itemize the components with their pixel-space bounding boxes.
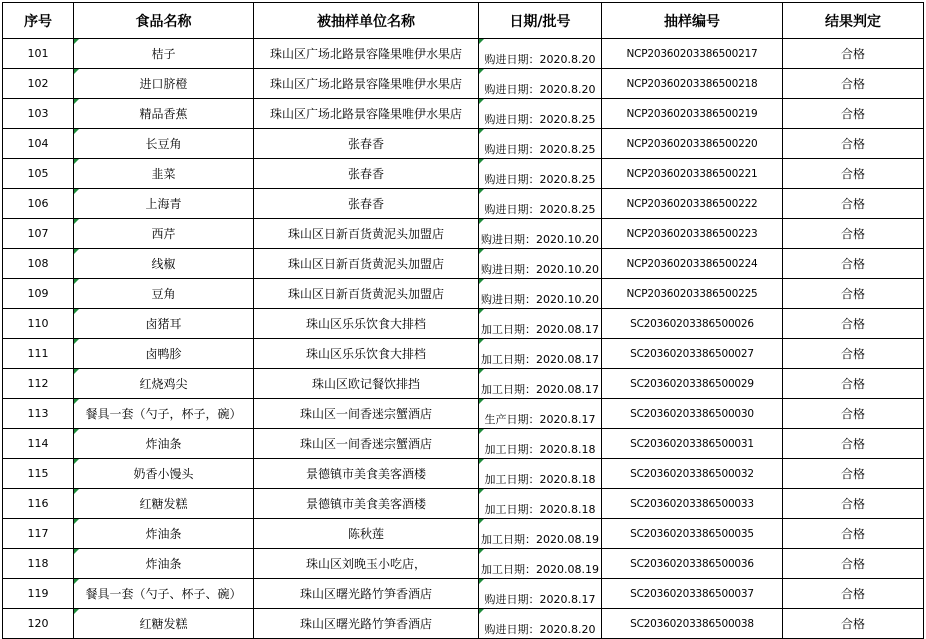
- header-date-batch: 日期/批号: [479, 3, 602, 39]
- cell-food-name: 炸油条: [74, 549, 254, 579]
- cell-sample-code: SC20360203386500031: [602, 429, 783, 459]
- cell-date-batch: 购进日期：2020.8.25: [479, 129, 602, 159]
- cell-serial-number: 112: [3, 369, 74, 399]
- cell-serial-number: 108: [3, 249, 74, 279]
- inspection-results-table: [2, 2, 924, 639]
- cell-date-batch: 购进日期：2020.10.20: [479, 279, 602, 309]
- cell-sampled-unit: 珠山区乐乐饮食大排档: [254, 339, 479, 369]
- cell-serial-number: 106: [3, 189, 74, 219]
- cell-sampled-unit: 张春香: [254, 129, 479, 159]
- cell-result: 合格: [783, 369, 924, 399]
- cell-food-name: 卤鸭胗: [74, 339, 254, 369]
- cell-result: 合格: [783, 609, 924, 639]
- cell-sample-code: SC20360203386500026: [602, 309, 783, 339]
- cell-result: 合格: [783, 69, 924, 99]
- table-row: [3, 549, 924, 579]
- cell-serial-number: 101: [3, 39, 74, 69]
- cell-serial-number: 102: [3, 69, 74, 99]
- cell-date-batch: 加工日期：2020.08.17: [479, 339, 602, 369]
- cell-serial-number: 117: [3, 519, 74, 549]
- cell-result: 合格: [783, 219, 924, 249]
- cell-sample-code: SC20360203386500037: [602, 579, 783, 609]
- cell-sampled-unit: 珠山区广场北路景容隆果唯伊水果店: [254, 39, 479, 69]
- cell-result: 合格: [783, 279, 924, 309]
- cell-sampled-unit: 珠山区广场北路景容隆果唯伊水果店: [254, 69, 479, 99]
- cell-result: 合格: [783, 249, 924, 279]
- table-row: [3, 459, 924, 489]
- cell-serial-number: 107: [3, 219, 74, 249]
- cell-sample-code: NCP20360203386500220: [602, 129, 783, 159]
- header-result: 结果判定: [783, 3, 924, 39]
- cell-result: 合格: [783, 339, 924, 369]
- cell-date-batch: 加工日期：2020.8.18: [479, 429, 602, 459]
- cell-sampled-unit: 张春香: [254, 189, 479, 219]
- table-row: [3, 579, 924, 609]
- cell-sample-code: NCP20360203386500218: [602, 69, 783, 99]
- cell-result: 合格: [783, 399, 924, 429]
- cell-food-name: 餐具一套（勺子、杯子、碗）: [74, 579, 254, 609]
- cell-sampled-unit: 珠山区曙光路竹笋香酒店: [254, 609, 479, 639]
- cell-serial-number: 109: [3, 279, 74, 309]
- table-row: [3, 189, 924, 219]
- table-row: [3, 369, 924, 399]
- cell-food-name: 长豆角: [74, 129, 254, 159]
- cell-serial-number: 119: [3, 579, 74, 609]
- header-row: [3, 3, 924, 39]
- cell-food-name: 豆角: [74, 279, 254, 309]
- cell-date-batch: 生产日期：2020.8.17: [479, 399, 602, 429]
- cell-food-name: 线椒: [74, 249, 254, 279]
- cell-serial-number: 114: [3, 429, 74, 459]
- cell-sampled-unit: 陈秋莲: [254, 519, 479, 549]
- cell-date-batch: 购进日期：2020.8.25: [479, 189, 602, 219]
- cell-sampled-unit: 珠山区曙光路竹笋香酒店: [254, 579, 479, 609]
- cell-serial-number: 113: [3, 399, 74, 429]
- cell-sample-code: SC20360203386500029: [602, 369, 783, 399]
- table-row: [3, 399, 924, 429]
- cell-serial-number: 111: [3, 339, 74, 369]
- table-row: [3, 309, 924, 339]
- cell-date-batch: 购进日期：2020.8.20: [479, 609, 602, 639]
- cell-food-name: 韭菜: [74, 159, 254, 189]
- cell-serial-number: 110: [3, 309, 74, 339]
- cell-sample-code: SC20360203386500036: [602, 549, 783, 579]
- cell-result: 合格: [783, 99, 924, 129]
- table-row: [3, 279, 924, 309]
- cell-date-batch: 加工日期：2020.08.19: [479, 549, 602, 579]
- cell-serial-number: 116: [3, 489, 74, 519]
- cell-sample-code: SC20360203386500027: [602, 339, 783, 369]
- cell-food-name: 桔子: [74, 39, 254, 69]
- cell-date-batch: 购进日期：2020.10.20: [479, 249, 602, 279]
- cell-sampled-unit: 景德镇市美食美客酒楼: [254, 489, 479, 519]
- cell-food-name: 西芹: [74, 219, 254, 249]
- cell-date-batch: 加工日期：2020.08.19: [479, 519, 602, 549]
- table-row: [3, 609, 924, 639]
- cell-food-name: 精品香蕉: [74, 99, 254, 129]
- cell-result: 合格: [783, 579, 924, 609]
- table-row: [3, 429, 924, 459]
- table-row: [3, 99, 924, 129]
- cell-date-batch: 加工日期：2020.08.17: [479, 309, 602, 339]
- cell-date-batch: 购进日期：2020.10.20: [479, 219, 602, 249]
- cell-sample-code: NCP20360203386500222: [602, 189, 783, 219]
- cell-date-batch: 购进日期：2020.8.25: [479, 99, 602, 129]
- table-row: [3, 39, 924, 69]
- table-row: [3, 69, 924, 99]
- cell-sample-code: NCP20360203386500219: [602, 99, 783, 129]
- cell-result: 合格: [783, 189, 924, 219]
- cell-food-name: 红烧鸡尖: [74, 369, 254, 399]
- cell-sampled-unit: 珠山区乐乐饮食大排档: [254, 309, 479, 339]
- cell-result: 合格: [783, 129, 924, 159]
- cell-result: 合格: [783, 519, 924, 549]
- cell-sample-code: NCP20360203386500224: [602, 249, 783, 279]
- cell-sampled-unit: 珠山区日新百货黄泥头加盟店: [254, 249, 479, 279]
- cell-serial-number: 104: [3, 129, 74, 159]
- cell-result: 合格: [783, 429, 924, 459]
- cell-food-name: 炸油条: [74, 519, 254, 549]
- cell-sampled-unit: 景德镇市美食美客酒楼: [254, 459, 479, 489]
- cell-result: 合格: [783, 459, 924, 489]
- cell-sample-code: NCP20360203386500223: [602, 219, 783, 249]
- cell-date-batch: 购进日期：2020.8.20: [479, 69, 602, 99]
- header-sampled-unit: 被抽样单位名称: [254, 3, 479, 39]
- cell-serial-number: 115: [3, 459, 74, 489]
- cell-date-batch: 加工日期：2020.8.18: [479, 489, 602, 519]
- cell-sampled-unit: 珠山区刘晚玉小吃店，: [254, 549, 479, 579]
- cell-date-batch: 购进日期：2020.8.20: [479, 39, 602, 69]
- cell-food-name: 餐具一套（勺子，杯子，碗）: [74, 399, 254, 429]
- cell-food-name: 奶香小馒头: [74, 459, 254, 489]
- cell-sample-code: SC20360203386500033: [602, 489, 783, 519]
- cell-sampled-unit: 珠山区欧记餐饮排挡: [254, 369, 479, 399]
- cell-food-name: 上海青: [74, 189, 254, 219]
- cell-food-name: 炸油条: [74, 429, 254, 459]
- cell-serial-number: 120: [3, 609, 74, 639]
- cell-sampled-unit: 珠山区一间香迷宗蟹酒店: [254, 429, 479, 459]
- table-row: [3, 129, 924, 159]
- cell-result: 合格: [783, 549, 924, 579]
- table-row: [3, 489, 924, 519]
- cell-sampled-unit: 珠山区日新百货黄泥头加盟店: [254, 219, 479, 249]
- cell-food-name: 红糖发糕: [74, 489, 254, 519]
- cell-date-batch: 购进日期：2020.8.25: [479, 159, 602, 189]
- table-row: [3, 219, 924, 249]
- cell-result: 合格: [783, 489, 924, 519]
- cell-serial-number: 103: [3, 99, 74, 129]
- table-row: [3, 159, 924, 189]
- cell-date-batch: 购进日期：2020.8.17: [479, 579, 602, 609]
- cell-sampled-unit: 珠山区日新百货黄泥头加盟店: [254, 279, 479, 309]
- cell-food-name: 红糖发糕: [74, 609, 254, 639]
- header-sample-code: 抽样编号: [602, 3, 783, 39]
- header-serial-number: 序号: [3, 3, 74, 39]
- header-food-name: 食品名称: [74, 3, 254, 39]
- cell-sample-code: SC20360203386500035: [602, 519, 783, 549]
- cell-serial-number: 105: [3, 159, 74, 189]
- cell-sampled-unit: 张春香: [254, 159, 479, 189]
- cell-sampled-unit: 珠山区一间香迷宗蟹酒店: [254, 399, 479, 429]
- cell-sample-code: SC20360203386500030: [602, 399, 783, 429]
- cell-food-name: 进口脐橙: [74, 69, 254, 99]
- cell-sample-code: SC20360203386500032: [602, 459, 783, 489]
- cell-result: 合格: [783, 39, 924, 69]
- cell-sample-code: NCP20360203386500225: [602, 279, 783, 309]
- cell-sample-code: SC20360203386500038: [602, 609, 783, 639]
- table-row: [3, 249, 924, 279]
- cell-food-name: 卤猪耳: [74, 309, 254, 339]
- cell-sample-code: NCP20360203386500217: [602, 39, 783, 69]
- cell-result: 合格: [783, 159, 924, 189]
- cell-result: 合格: [783, 309, 924, 339]
- table-row: [3, 519, 924, 549]
- cell-serial-number: 118: [3, 549, 74, 579]
- cell-sample-code: NCP20360203386500221: [602, 159, 783, 189]
- cell-date-batch: 加工日期：2020.8.18: [479, 459, 602, 489]
- table-row: [3, 339, 924, 369]
- cell-sampled-unit: 珠山区广场北路景容隆果唯伊水果店: [254, 99, 479, 129]
- cell-date-batch: 加工日期：2020.08.17: [479, 369, 602, 399]
